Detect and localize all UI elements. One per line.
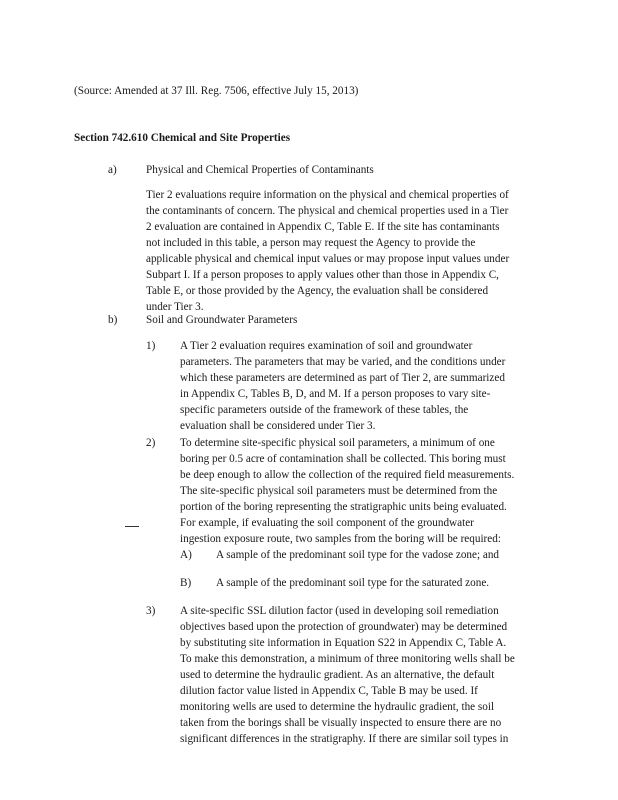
body-line: evaluation shall be considered under Tier 3. (180, 420, 376, 432)
item-2-label: 2) (146, 437, 156, 449)
body-line: the contaminants of concern. The physical and chemical properties used in a Tier (146, 205, 509, 217)
subitem-a-text: A sample of the predominant soil type for the vadose zone; and (216, 549, 500, 561)
body-line: in Appendix C, Tables B, D, and M. If a person proposes to vary site- (180, 388, 491, 400)
subsection-a-heading: Physical and Chemical Properties of Contaminants (146, 164, 374, 176)
body-line: boring per 0.5 acre of contamination shall be collected. This boring must (180, 453, 506, 465)
body-line: Tier 2 evaluations require information on the physical and chemical properties of (146, 189, 509, 201)
subitem-a-label: A) (180, 549, 192, 561)
item-3-body (180, 603, 540, 747)
source-note: (Source: Amended at 37 Ill. Reg. 7506, effective July 15, 2013) (74, 85, 359, 97)
body-line: portion of the boring representing the stratigraphic units being evaluated. (180, 501, 507, 513)
body-line: objectives based upon the protection of groundwater) may be determined (180, 621, 508, 633)
subsection-a-body (146, 187, 542, 315)
item-2-body (180, 435, 540, 547)
subitem-b-text: A sample of the predominant soil type for the saturated zone. (216, 577, 490, 589)
body-line: The site-specific physical soil parameters must be determined from the (180, 485, 498, 497)
body-line: For example, if evaluating the soil component of the groundwater (180, 517, 474, 529)
body-line: Subpart I. If a person proposes to apply values other than those in Appendix C, (146, 269, 499, 281)
body-line: significant differences in the stratigraphy. If there are similar soil types in (180, 733, 509, 745)
body-line: be deep enough to allow the collection of the required field measurements. (180, 469, 515, 481)
subsection-b-heading: Soil and Groundwater Parameters (146, 314, 298, 326)
body-line: ingestion exposure route, two samples from the boring will be required: (180, 533, 501, 545)
body-line: parameters. The parameters that may be varied, and the conditions under (180, 356, 506, 368)
body-line: which these parameters are determined as part of Tier 2, are summarized (180, 372, 505, 384)
body-line: A site-specific SSL dilution factor (used in developing soil remediation (180, 605, 499, 617)
body-line: by substituting site information in Equation S22 in Appendix C, Table A. (180, 637, 507, 649)
item-1-body (180, 338, 540, 434)
subitem-b-label: B) (180, 577, 192, 589)
body-line: specific parameters outside of the framework of these tables, the (180, 404, 469, 416)
body-line: used to determine the hydraulic gradient. As an alternative, the default (180, 669, 495, 681)
item-3-label: 3) (146, 605, 156, 617)
body-line: taken from the borings shall be visually inspected to ensure there are no (180, 717, 502, 729)
margin-change-mark (125, 526, 139, 527)
body-line: 2 evaluation are contained in Appendix C, Table E. If the site has contaminants (146, 221, 500, 233)
body-line: under Tier 3. (146, 301, 204, 313)
item-1-label: 1) (146, 340, 156, 352)
body-line: To make this demonstration, a minimum of three monitoring wells shall be (180, 653, 515, 665)
body-line: not included in this table, a person may request the Agency to provide the (146, 237, 476, 249)
body-line: To determine site-specific physical soil parameters, a minimum of one (180, 437, 495, 449)
subsection-b-label: b) (108, 314, 118, 326)
body-line: Table E, or those provided by the Agency, the evaluation shall be considered (146, 285, 489, 297)
section-title: Section 742.610 Chemical and Site Properties (74, 132, 291, 144)
body-line: A Tier 2 evaluation requires examination of soil and groundwater (180, 340, 473, 352)
subsection-a-label: a) (108, 164, 117, 176)
body-line: monitoring wells are used to determine the hydraulic gradient, the soil (180, 701, 495, 713)
body-line: applicable physical and chemical input values or may propose input values under (146, 253, 510, 265)
body-line: dilution factor value listed in Appendix C, Table B may be used. If (180, 685, 478, 697)
